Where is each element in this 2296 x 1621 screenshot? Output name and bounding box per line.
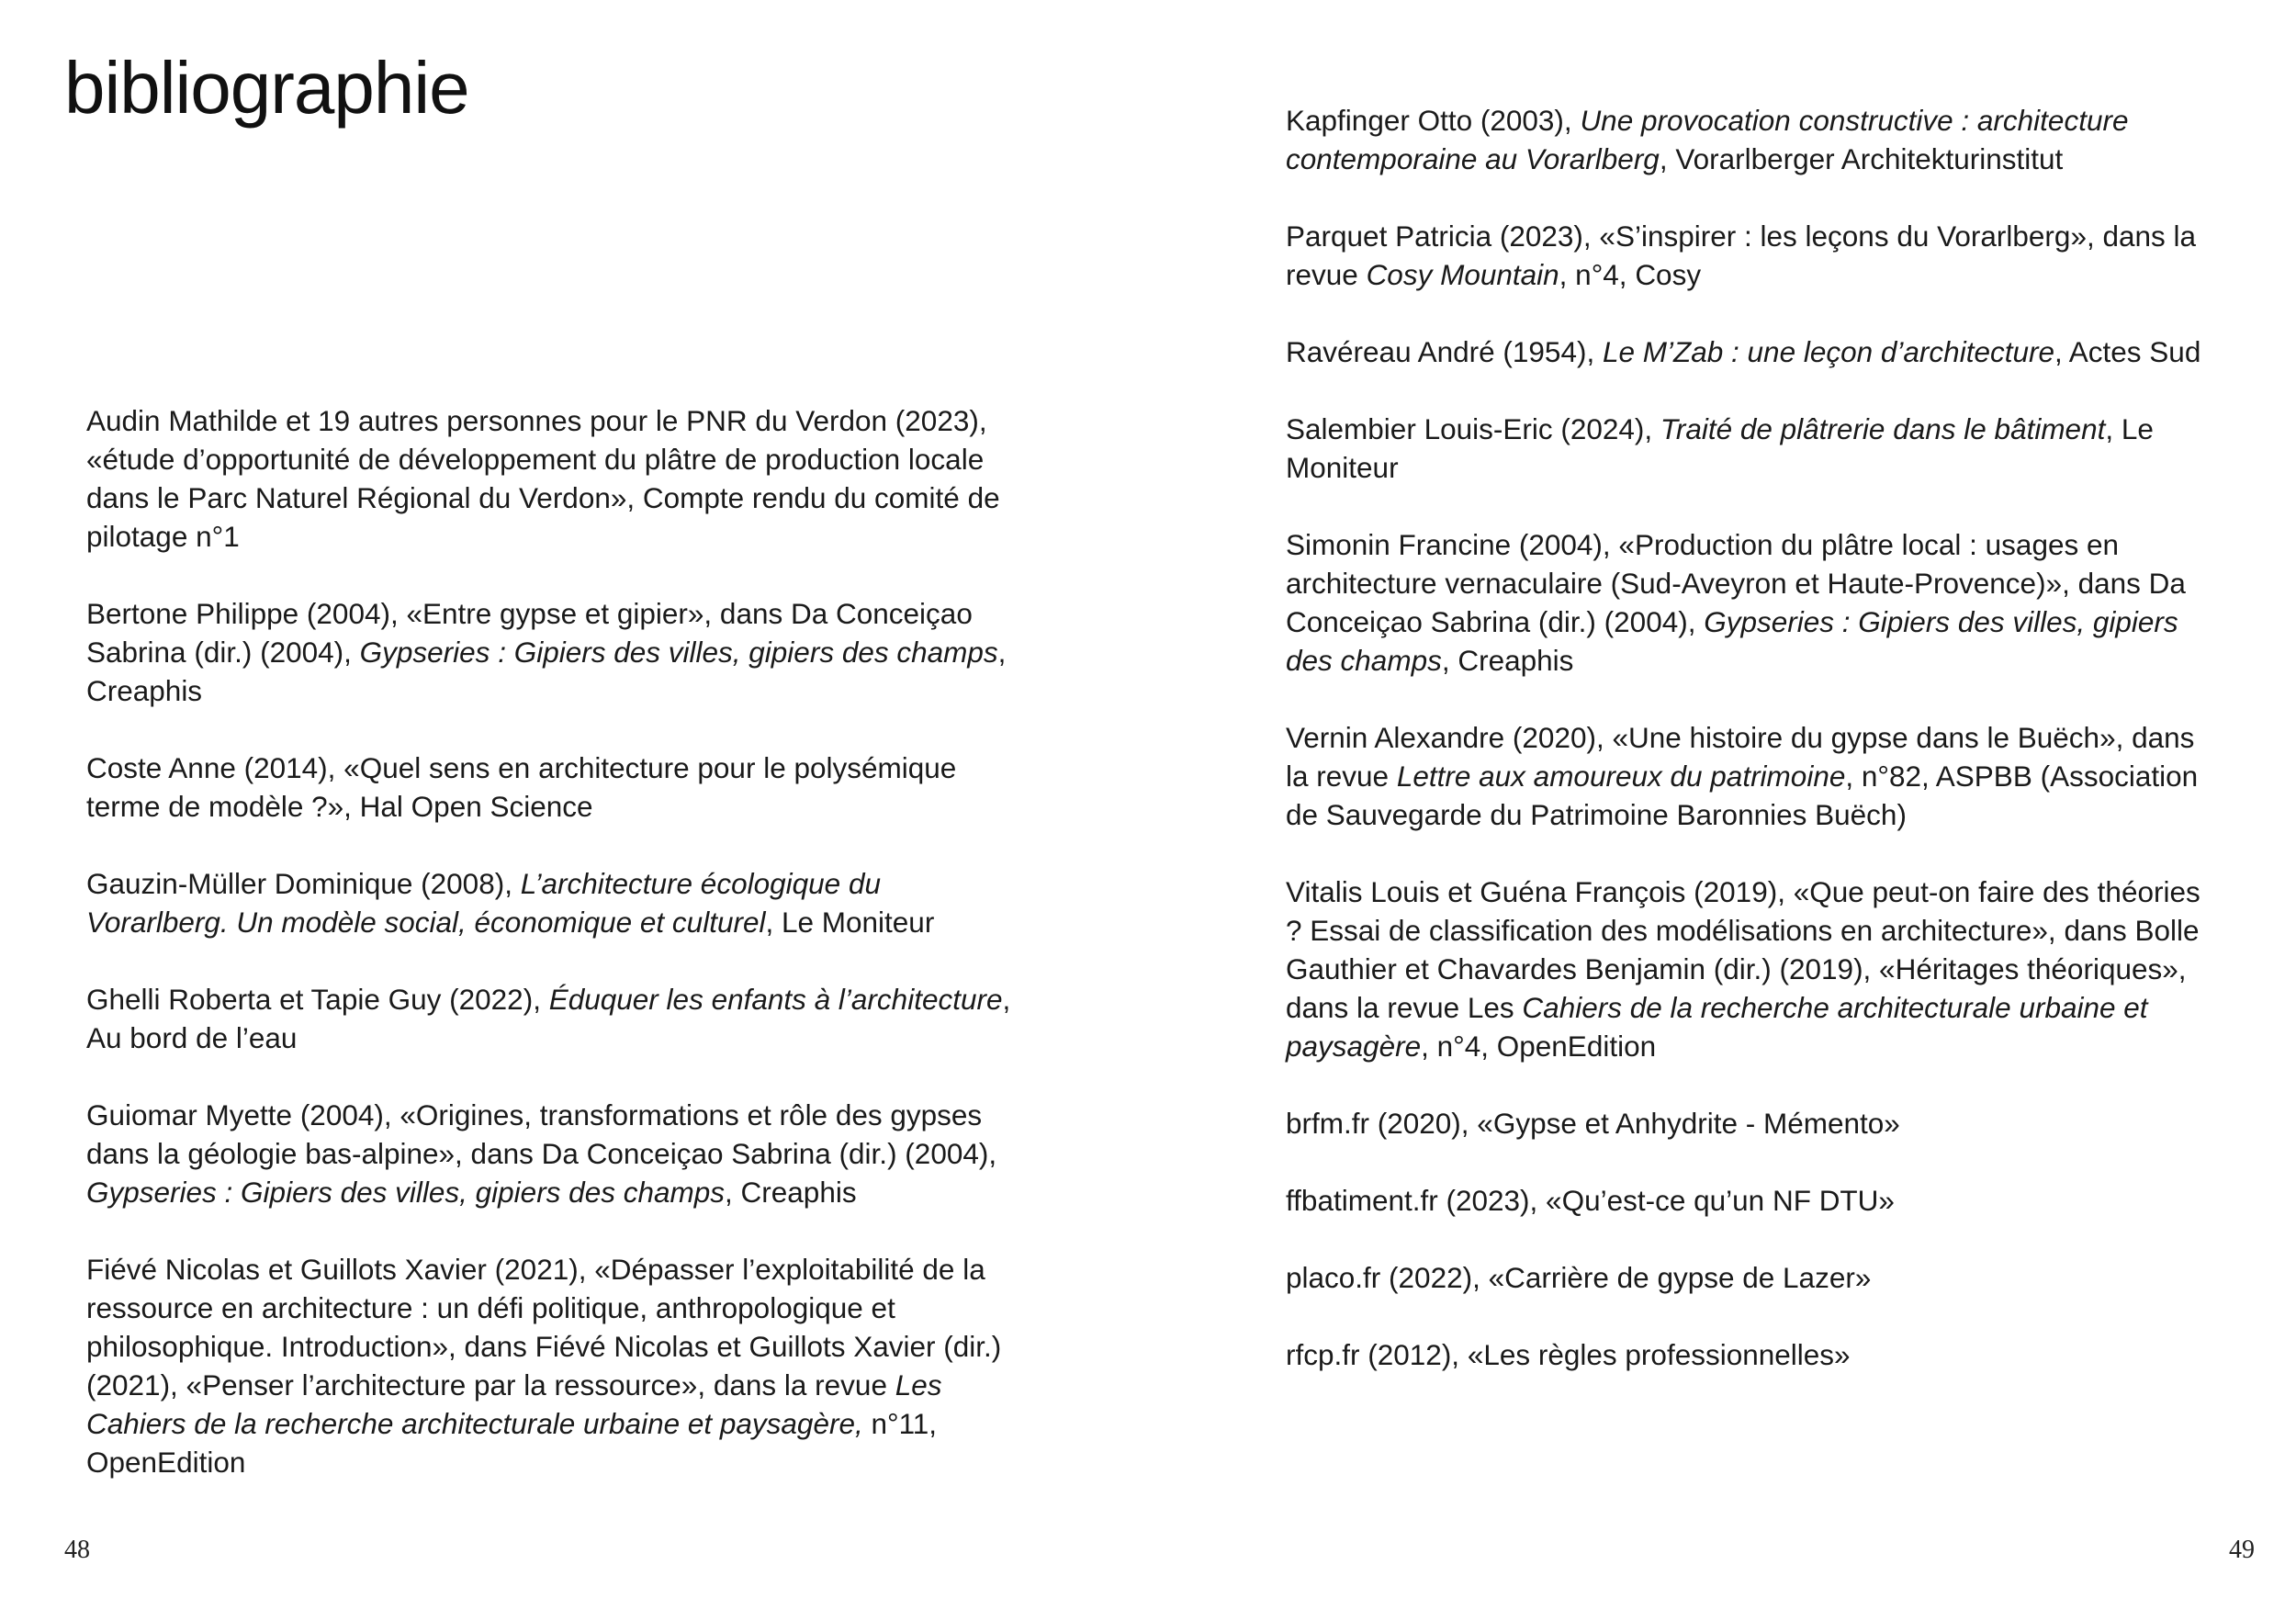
- bibliography-entry: Parquet Patricia (2023), «S’inspirer : les leçons du Vorarlberg», dans la revue Cosy Mountain, n°4, Cosy: [1286, 220, 2197, 291]
- bibliography-entry: Kapfinger Otto (2003), Une provocation constructive : architecture contemporaine au Vorarlberg, Vorarlberger Architekturinstitut: [1286, 104, 2129, 175]
- page-number-right: 49: [2229, 1536, 2255, 1564]
- bibliography-entry: brfm.fr (2020), «Gypse et Anhydrite - Mémento»: [1286, 1107, 1900, 1140]
- page-number-left: 48: [64, 1536, 90, 1564]
- bibliography-entry: Coste Anne (2014), «Quel sens en architecture pour le polysémique terme de modèle ?», Hal Open Science: [86, 751, 957, 823]
- bibliography-entry: placo.fr (2022), «Carrière de gypse de Lazer»: [1286, 1261, 1872, 1294]
- bibliography-entry: Guiomar Myette (2004), «Origines, transformations et rôle des gypses dans la géologie bas-alpine», dans Da Conceiçao Sabrina (dir.) (2004), Gypseries : Gipiers des villes, gipiers des champs, Creaphis: [86, 1098, 997, 1209]
- bibliography-entry: Vernin Alexandre (2020), «Une histoire du gypse dans le Buëch», dans la revue Lettre aux amoureux du patrimoine, n°82, ASPBB (Association de Sauvegarde du Patrimoine Baronnies Buëch): [1286, 721, 2199, 831]
- bibliography-entry: Ravéreau André (1954), Le M’Zab : une leçon d’architecture, Actes Sud: [1286, 335, 2201, 368]
- bibliography-entry: Gauzin-Müller Dominique (2008), L’architecture écologique du Vorarlberg. Un modèle social, économique et culturel, Le Moniteur: [86, 867, 935, 939]
- bibliography-entry: Vitalis Louis et Guéna François (2019), «Que peut-on faire des théories ? Essai de classification des modélisations en architecture», dans Bolle Gauthier et Chavardes Benjamin (dir.) (2019), «Héritages théoriques», dans la revue Les Cahiers de la recherche architecturale urbaine et paysagère, n°4, OpenEdition: [1286, 875, 2200, 1063]
- bibliography-entry: Fiévé Nicolas et Guillots Xavier (2021), «Dépasser l’exploitabilité de la ressource en architecture : un défi politique, anthropologique et philosophique. Introduction», dans Fiévé Nicolas et Guillots Xavier (dir.) (2021), «Penser l’architecture par la ressource», dans la revue Les Cahiers de la recherche architecturale urbaine et paysagère, n°11, OpenEdition: [86, 1253, 1002, 1479]
- bibliography-entry: rfcp.fr (2012), «Les règles professionnelles»: [1286, 1338, 1851, 1371]
- bibliography-entry: Audin Mathilde et 19 autres personnes pour le PNR du Verdon (2023), «étude d’opportunité de développement du plâtre de production locale dans le Parc Naturel Régional du Verdon», Compte rendu du comité de pilotage n°1: [86, 404, 1000, 553]
- bibliography-entry: Simonin Francine (2004), «Production du plâtre local : usages en architecture vernaculaire (Sud-Aveyron et Haute-Provence)», dans Da Conceiçao Sabrina (dir.) (2004), Gypseries : Gipiers des villes, gipiers des champs, Creaphis: [1286, 528, 2186, 677]
- bibliography-entry: Salembier Louis-Eric (2024), Traité de plâtrerie dans le bâtiment, Le Moniteur: [1286, 412, 2154, 484]
- bibliography-list-right: [1286, 101, 2204, 1413]
- bibliography-list-left: [86, 401, 1023, 1520]
- page-title: bibliographie: [64, 47, 469, 129]
- bibliography-entry: ffbatiment.fr (2023), «Qu’est-ce qu’un NF DTU»: [1286, 1184, 1895, 1217]
- bibliography-entry: Bertone Philippe (2004), «Entre gypse et gipier», dans Da Conceiçao Sabrina (dir.) (2004), Gypseries : Gipiers des villes, gipiers des champs, Creaphis: [86, 597, 1007, 707]
- right-page: [1148, 0, 2296, 1621]
- bibliography-entry: Ghelli Roberta et Tapie Guy (2022), Éduquer les enfants à l’architecture, Au bord de l’eau: [86, 983, 1011, 1054]
